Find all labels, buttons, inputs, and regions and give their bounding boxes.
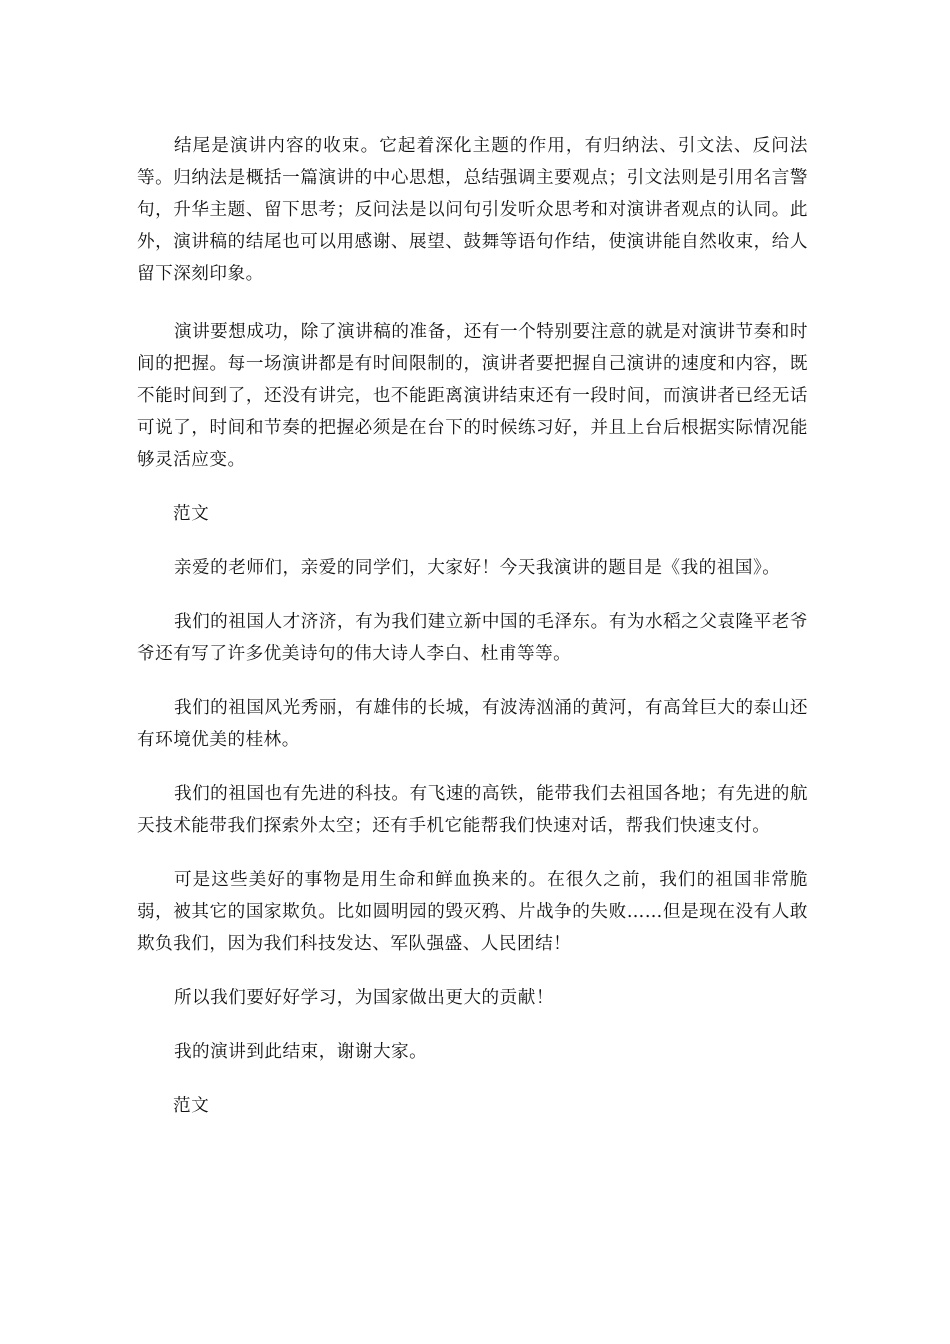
essay-paragraph-talents: 我们的祖国人才济济，有为我们建立新中国的毛泽东。有为水稻之父袁隆平老爷爷还有写了许多优美诗句的伟大诗人李白、杜甫等等。	[137, 612, 808, 664]
essay-paragraph-technology: 我们的祖国也有先进的科技。有飞速的高铁，能带我们去祖国各地；有先进的航天技术能带我们探索外太空；还有手机它能帮我们快速对话，帮我们快速支付。	[137, 784, 808, 836]
essay-paragraph-history: 可是这些美好的事物是用生命和鲜血换来的。在很久之前，我们的祖国非常脆弱，被其它的国家欺负。比如圆明园的毁灭鸦、片战争的失败……但是现在没有人敢欺负我们，因为我们科技发达、军队强盛、人民团结！	[137, 870, 808, 954]
essay-paragraph-study-hard: 所以我们要好好学习，为国家做出更大的贡献！	[173, 988, 554, 1008]
section-label-sample-essay: 范文	[173, 504, 210, 524]
essay-paragraph-greeting: 亲爱的老师们，亲爱的同学们，大家好！今天我演讲的题目是《我的祖国》。	[173, 558, 781, 578]
essay-paragraph-scenery: 我们的祖国风光秀丽，有雄伟的长城，有波涛汹涌的黄河，有高耸巨大的泰山还有环境优美的桂林。	[137, 698, 808, 750]
paragraph-rhythm-and-time: 演讲要想成功，除了演讲稿的准备，还有一个特别要注意的就是对演讲节奏和时间的把握。每一场演讲都是有时间限制的，演讲者要把握自己演讲的速度和内容，既不能时间到了，还没有讲完，也不能距离演讲结束还有一段时间，而演讲者已经无话可说了，时间和节奏的把握必须是在台下的时候练习好，并且上台后根据实际情况能够灵活应变。	[137, 322, 808, 470]
essay-paragraph-closing: 我的演讲到此结束，谢谢大家。	[173, 1042, 428, 1062]
section-label-sample-essay-2: 范文	[173, 1096, 210, 1116]
paragraph-ending-methods: 结尾是演讲内容的收束。它起着深化主题的作用，有归纳法、引文法、反问法等。归纳法是概括一篇演讲的中心思想，总结强调主要观点；引文法则是引用名言警句，升华主题、留下思考；反问法是以问句引发听众思考和对演讲者观点的认同。此外，演讲稿的结尾也可以用感谢、展望、鼓舞等语句作结，使演讲能自然收束，给人留下深刻印象。	[137, 136, 808, 284]
document-body	[137, 130, 808, 1122]
